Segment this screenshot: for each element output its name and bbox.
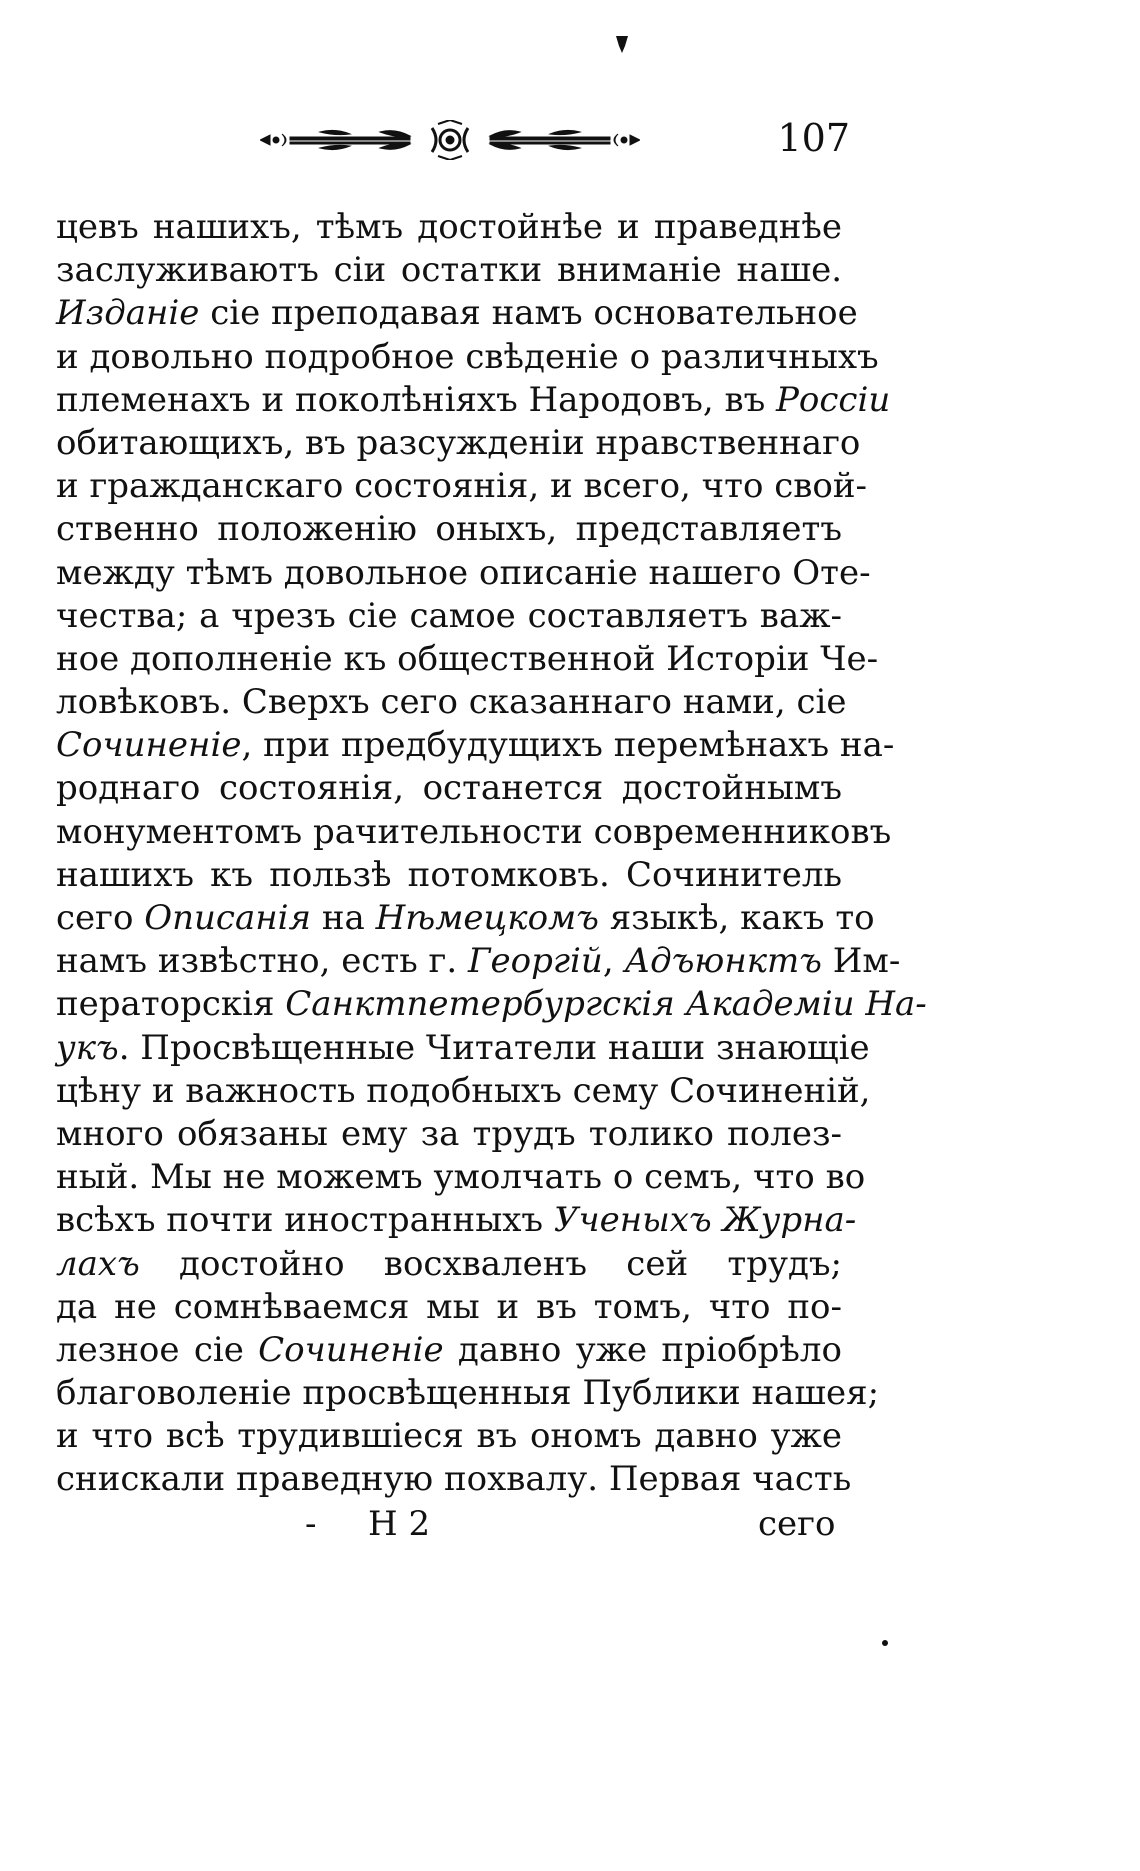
italic-segment: Россіи (776, 379, 891, 420)
italic-segment: Изданіе (56, 293, 200, 334)
text-line (56, 940, 901, 983)
text-segment: давно уже пріобрѣло (443, 1329, 842, 1370)
italic-segment: Описанія (144, 898, 312, 938)
italic-segment: Нѣмецкомъ (375, 898, 599, 938)
footer-dash: - (305, 1504, 317, 1544)
signature-mark: Н 2 (368, 1504, 431, 1544)
italic-segment: лахъ (56, 1243, 140, 1284)
catchword: сего (758, 1504, 836, 1544)
text-line (56, 1113, 842, 1156)
italic-segment: Сочиненіе (258, 1329, 444, 1370)
text-segment: цевъ нашихъ, тѣмъ достойнѣе и праведнѣе (56, 207, 842, 247)
italic-segment: Адъюнктъ (624, 941, 822, 982)
text-line (56, 336, 879, 379)
text-line (56, 1070, 871, 1113)
text-segment: сіе преподавая намъ основательное (199, 293, 858, 334)
ink-speck (882, 1640, 888, 1646)
text-line (56, 638, 879, 681)
text-line (56, 1372, 880, 1415)
text-segment: чества; а чрезъ сіе самое составляетъ важ- (56, 595, 842, 636)
text-segment: цѣну и важность подобныхъ сему Сочиненій, (56, 1070, 871, 1111)
text-segment: всѣхъ почти иностранныхъ (56, 1200, 554, 1241)
text-line (56, 1458, 852, 1501)
text-segment: обитающихъ, въ разсужденіи нравственнаго (56, 422, 861, 463)
italic-segment: Санктпетербургскія Академіи На- (285, 984, 927, 1025)
text-segment: достойно восхваленъ сей трудъ; (139, 1243, 842, 1284)
text-segment: ператорскія (56, 984, 286, 1025)
text-segment: нашихъ къ пользѣ потомковъ. Сочинитель (56, 854, 842, 895)
text-segment: и гражданскаго состоянія, и всего, что свой- (56, 466, 868, 507)
text-segment: на (311, 898, 376, 938)
text-line (56, 1156, 866, 1199)
text-line (56, 508, 842, 551)
text-segment: много обязаны ему за трудъ толико полез- (56, 1113, 842, 1154)
text-segment: , при предбудущихъ перемѣнахъ на- (241, 725, 895, 766)
text-line (56, 983, 927, 1026)
text-line (56, 292, 858, 335)
floral-ornament-icon (260, 120, 640, 160)
text-line (56, 552, 871, 595)
text-line (56, 465, 868, 508)
text-line (56, 681, 847, 724)
text-segment: благоволеніе просвѣщенныя Публики нашея; (56, 1373, 880, 1414)
text-segment: и что всѣ трудившіеся въ ономъ давно уже (56, 1416, 842, 1457)
text-line (56, 595, 842, 638)
text-segment: снискали праведную похвалу. Первая часть (56, 1459, 852, 1500)
text-line (56, 1027, 870, 1070)
text-line (56, 897, 875, 940)
text-segment: языкѣ, какъ то (598, 898, 875, 938)
text-segment: ное дополненіе къ общественной Исторіи Че- (56, 638, 879, 679)
text-line (56, 379, 891, 422)
text-line (56, 854, 842, 897)
italic-segment: Георгій (467, 941, 603, 982)
text-segment: лезное сіе (56, 1329, 259, 1370)
ink-blot-icon (615, 34, 629, 54)
text-segment: монументомъ рачительности современниковъ (56, 811, 892, 852)
text-line (56, 1243, 842, 1286)
text-line (56, 249, 842, 292)
text-segment: роднаго состоянія, останется достойнымъ (56, 768, 842, 809)
text-line (56, 724, 895, 767)
page-header (0, 110, 1140, 170)
text-segment: сего (56, 898, 145, 938)
page-footer (0, 1502, 1140, 1552)
text-segment: намъ извѣстно, есть г. (56, 941, 468, 982)
text-line (56, 1199, 857, 1242)
text-segment: племенахъ и поколѣніяхъ Народовъ, въ (56, 379, 777, 420)
text-segment: Им- (821, 941, 901, 982)
body-text (56, 206, 927, 1502)
text-segment: ственно положенію оныхъ, представляетъ (56, 509, 842, 550)
text-segment: да не сомнѣваемся мы и въ томъ, что по- (56, 1286, 842, 1327)
text-line (56, 767, 842, 810)
text-line (56, 422, 861, 465)
italic-segment: Сочиненіе (56, 725, 242, 766)
text-segment: ный. Мы не можемъ умолчать о семъ, что во (56, 1157, 866, 1198)
italic-segment: укъ (56, 1027, 119, 1068)
text-segment: и довольно подробное свѣденіе о различныхъ (56, 336, 879, 377)
text-line (56, 811, 892, 854)
text-line (56, 1329, 842, 1372)
text-line (56, 1415, 842, 1458)
text-segment: между тѣмъ довольное описаніе нашего Оте- (56, 552, 871, 593)
text-segment: , (602, 941, 625, 982)
text-segment: . Просвѣщенные Читатели наши знающіе (118, 1027, 870, 1068)
page-number: 107 (777, 116, 850, 160)
italic-segment: Ученыхъ Журна- (553, 1200, 857, 1241)
text-segment: заслуживаютъ сіи остатки вниманіе наше. (56, 250, 842, 291)
text-line (56, 1286, 842, 1329)
text-segment: ловѣковъ. Сверхъ сего сказаннаго нами, сіе (56, 682, 847, 723)
text-line (56, 206, 842, 249)
